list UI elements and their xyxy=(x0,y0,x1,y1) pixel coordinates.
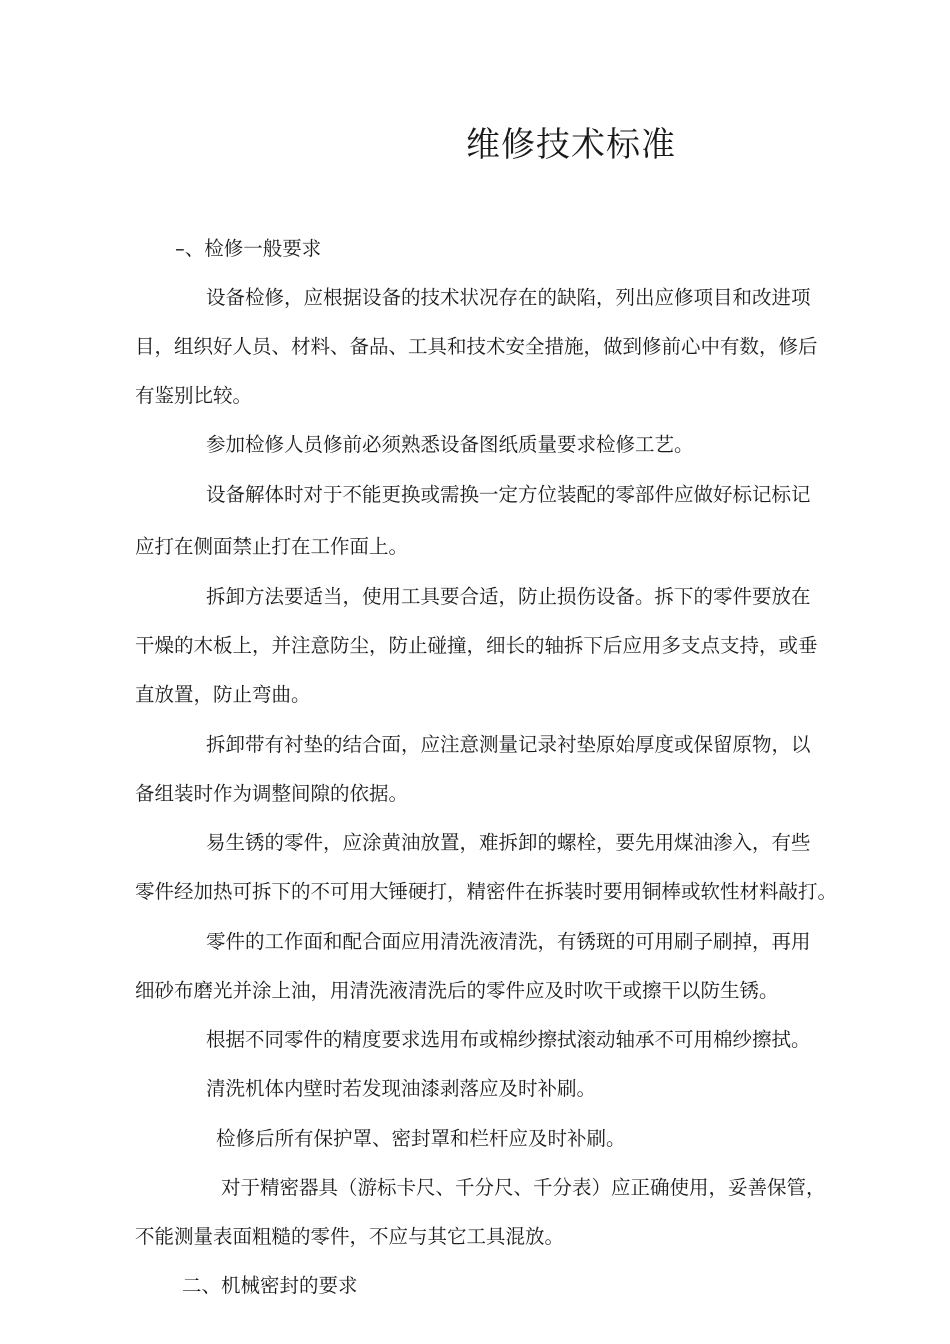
paragraph-line: 不能测量表面粗糙的零件，不应与其它工具混放。 xyxy=(135,1225,565,1248)
paragraph-line: 设备检修，应根据设备的技术状况存在的缺陷，列出应修项目和改进项 xyxy=(206,286,811,309)
paragraph-line: 零件的工作面和配合面应用清洗液清洗，有锈斑的可用刷子刷掉，再用 xyxy=(206,930,811,953)
paragraph-line: 备组装时作为调整间隙的依据。 xyxy=(135,782,409,805)
paragraph-line: 目，组织好人员、材料、备品、工具和技术安全措施，做到修前心中有数，修后 xyxy=(135,335,818,358)
paragraph-line: 零件经加热可拆下的不可用大锤硬打，精密件在拆装时要用铜棒或软性材料敲打。 xyxy=(135,880,838,903)
paragraph-line: 易生锈的零件，应涂黄油放置，难拆卸的螺栓，要先用煤油渗入，有些 xyxy=(206,831,811,854)
paragraph-line: 应打在侧面禁止打在工作面上。 xyxy=(135,535,409,558)
paragraph-line: 有鉴别比较。 xyxy=(135,384,253,407)
section-heading-2: 二、机械密封的要求 xyxy=(182,1274,358,1297)
paragraph-line: 根据不同零件的精度要求选用布或棉纱擦拭滚动轴承不可用棉纱擦拭。 xyxy=(206,1028,811,1051)
paragraph-line: 清洗机体内壁时若发现油漆剥落应及时补刷。 xyxy=(206,1077,597,1100)
paragraph-line: 细砂布磨光并涂上油，用清洗液清洗后的零件应及时吹干或擦干以防生锈。 xyxy=(135,979,779,1002)
paragraph-line: 参加检修人员修前必须熟悉设备图纸质量要求检修工艺。 xyxy=(206,433,694,456)
section-heading-1: –、检修一般要求 xyxy=(175,237,322,260)
paragraph-line: 干燥的木板上，并注意防尘，防止碰撞，细长的轴拆下后应用多支点支持，或垂 xyxy=(135,634,818,657)
paragraph-line: 拆卸方法要适当，使用工具要合适，防止损伤设备。拆下的零件要放在 xyxy=(206,585,811,608)
paragraph-line: 直放置，防止弯曲。 xyxy=(135,683,311,706)
document-title: 维修技术标准 xyxy=(466,125,676,165)
paragraph-line: 拆卸带有衬垫的结合面，应注意测量记录衬垫原始厚度或保留原物，以 xyxy=(206,733,811,756)
paragraph-line: 对于精密器具（游标卡尺、千分尺、千分表）应正确使用，妥善保管， xyxy=(221,1176,826,1199)
paragraph-line: 设备解体时对于不能更换或需换一定方位装配的零部件应做好标记标记 xyxy=(206,483,811,506)
paragraph-line: 检修后所有保护罩、密封罩和栏杆应及时补刷。 xyxy=(216,1127,626,1150)
